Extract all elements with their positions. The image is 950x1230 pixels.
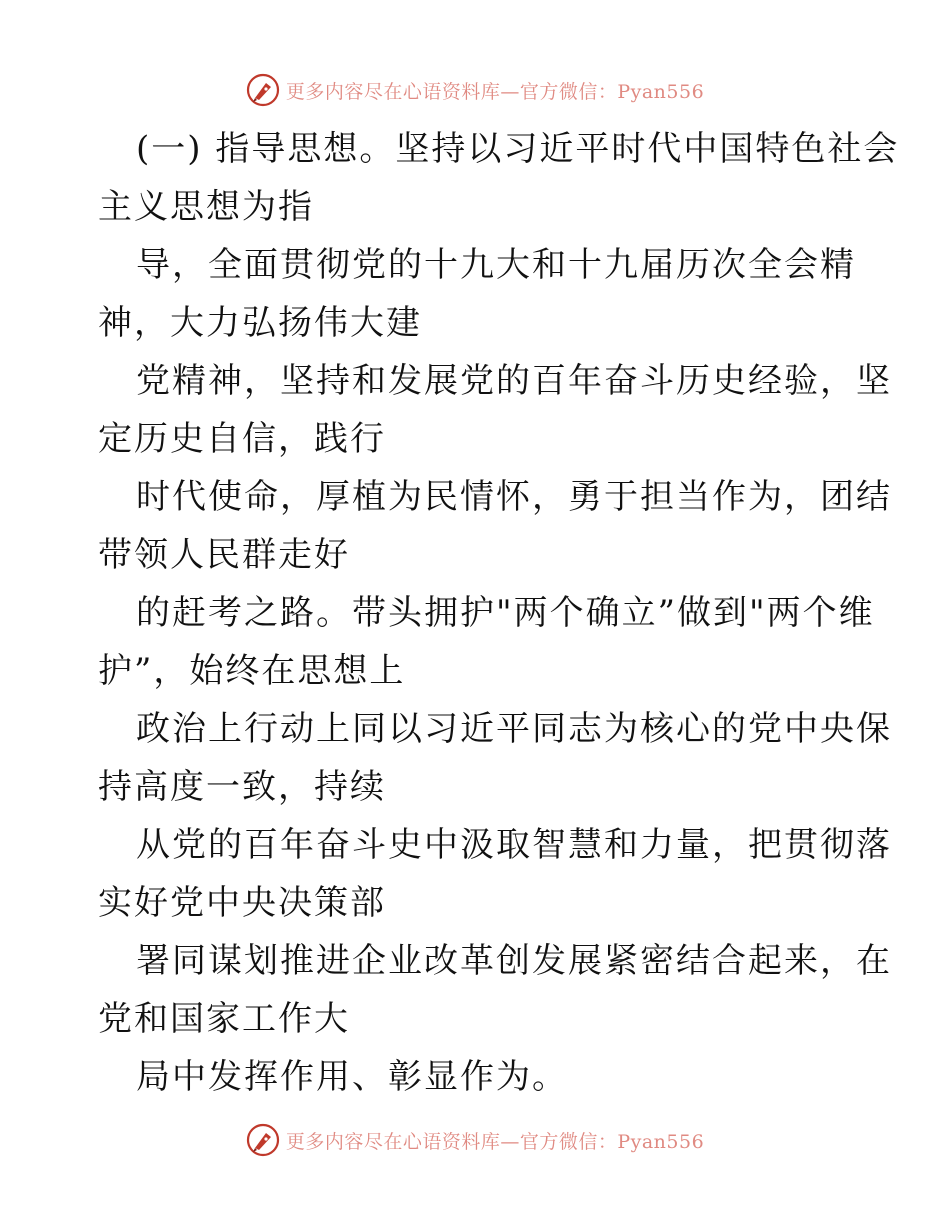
text-line: 时代使命，厚植为民情怀，勇于担当作为，团结 [136, 477, 892, 517]
header-watermark [0, 70, 950, 110]
text-line: 从党的百年奋斗史中汲取智慧和力量，把贯彻落 [136, 825, 892, 865]
text-line: 党精神，坚持和发展党的百年奋斗历史经验，坚 [136, 361, 892, 401]
text-line: 持高度一致，持续 [98, 767, 386, 807]
watermark-text: 更多内容尽在心语资料库—官方微信：Pyan556 [285, 80, 705, 103]
text-line: 局中发挥作用、彰显作为。 [136, 1057, 568, 1097]
footer-watermark [0, 1120, 950, 1160]
text-line: 署同谋划推进企业改革创发展紧密结合起来，在 [136, 941, 892, 981]
pen-nib-logo-icon [246, 1123, 280, 1157]
text-line: 的赶考之路。带头拥护"两个确立”做到"两个维 [136, 593, 875, 633]
text-line: 导，全面贯彻党的十九大和十九届历次全会精 [136, 245, 856, 285]
pen-nib-logo-icon [246, 73, 280, 107]
text-line: 带领人民群走好 [98, 535, 350, 575]
text-line: 神，大力弘扬伟大建 [98, 303, 422, 343]
watermark-text: 更多内容尽在心语资料库—官方微信：Pyan556 [285, 1130, 705, 1153]
text-line: (一) 指导思想。坚持以习近平时代中国特色社会 [136, 129, 900, 169]
text-line: 实好党中央决策部 [98, 883, 386, 923]
text-line: 主义思想为指 [98, 187, 314, 227]
text-line: 定历史自信，践行 [98, 419, 386, 459]
document-body [98, 120, 900, 1106]
text-line: 政治上行动上同以习近平同志为核心的党中央保 [136, 709, 892, 749]
text-line: 党和国家工作大 [98, 999, 350, 1039]
text-line: 护”，始终在思想上 [98, 651, 406, 691]
